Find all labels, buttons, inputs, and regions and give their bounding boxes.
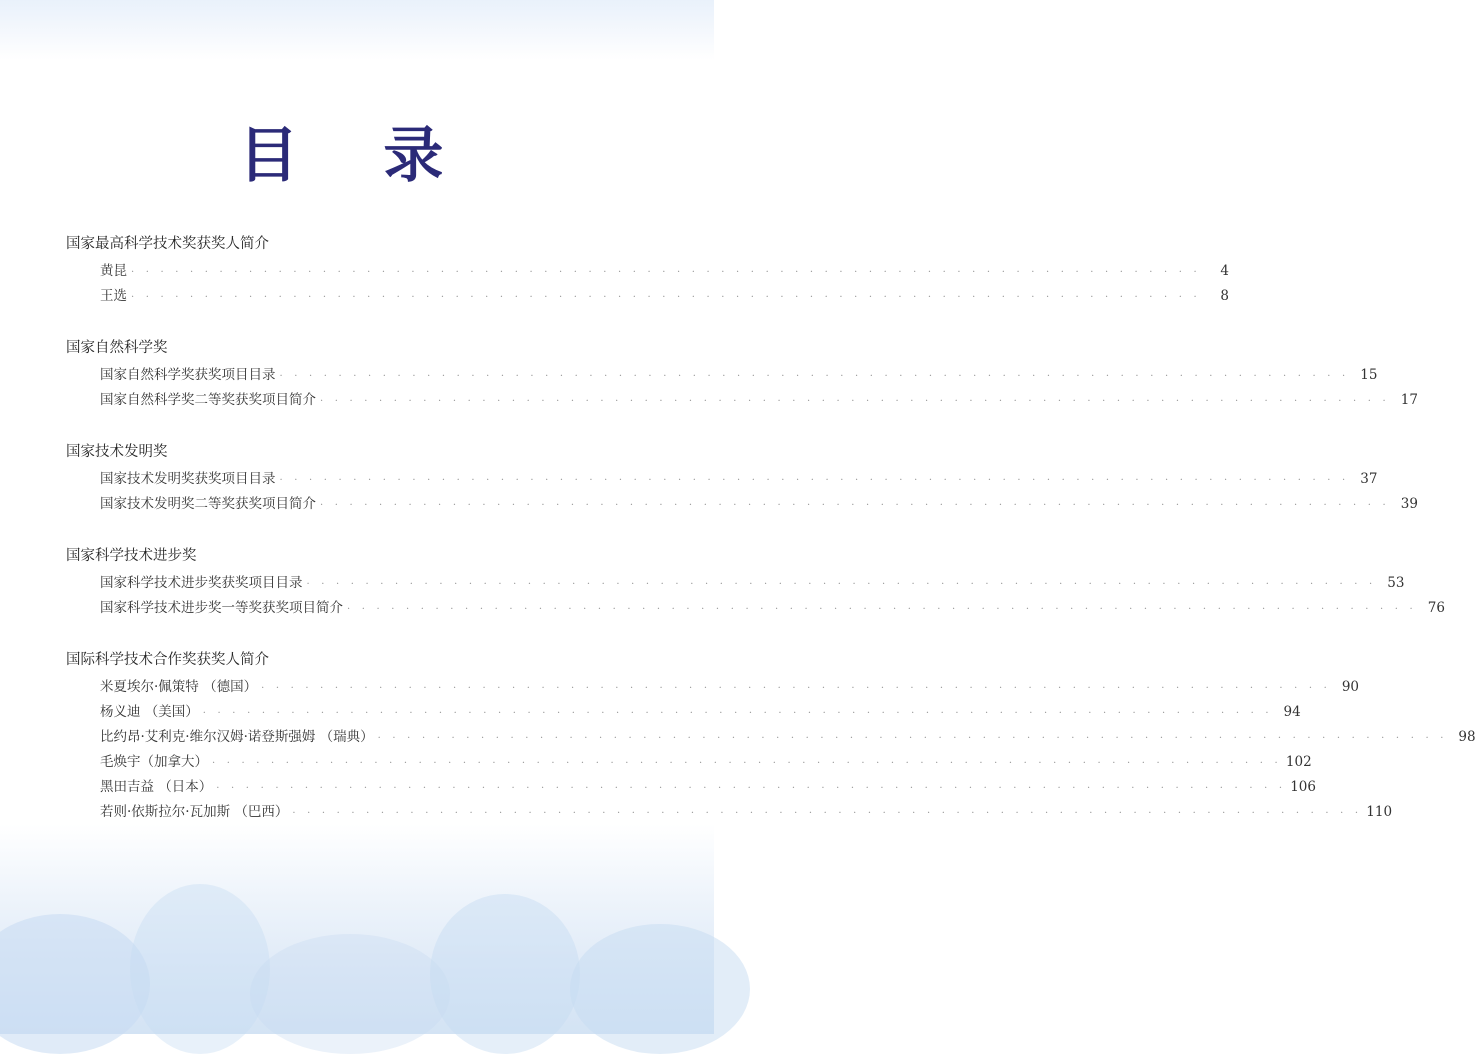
dot-leader: · · · · · · · · · · · · · · · · · · · · · · · · · · · · · · · · · · · · · · · · · · · · · · · · · · · · · · · · · · · · · · · · · · · · · · · · ·: [261, 683, 1332, 694]
entry-label: 黑田吉益 （日本）: [100, 779, 213, 795]
toc-section: [66, 441, 1418, 517]
entry-label: 杨义迪 （美国）: [100, 704, 199, 720]
page-number: 39: [1400, 496, 1418, 512]
toc-entry[interactable]: [66, 675, 1360, 700]
section-heading: 国家自然科学奖: [66, 340, 168, 356]
top-decorative-band: [0, 0, 714, 60]
toc-section: [66, 649, 1476, 825]
dot-leader: · · · · · · · · · · · · · · · · · · · · · · · · · · · · · · · · · · · · · · · · · · · · · · · · · · · · · · · · · · · · · · · · · · · · · · · · ·: [279, 475, 1350, 486]
page-number: 15: [1360, 367, 1378, 383]
page-number: 106: [1290, 779, 1316, 795]
dot-leader: · · · · · · · · · · · · · · · · · · · · · · · · · · · · · · · · · · · · · · · · · · · · · · · · · · · · · · · · · · · · · · · · · · · · · · · · ·: [212, 758, 1282, 769]
page-number: 4: [1220, 263, 1229, 279]
dot-leader: · · · · · · · · · · · · · · · · · · · · · · · · · · · · · · · · · · · · · · · · · · · · · · · · · · · · · · · · · · · · · · · · · · · · · · · · ·: [320, 396, 1390, 407]
decorative-shape: [0, 914, 150, 1054]
toc-entry[interactable]: [66, 492, 1418, 517]
entry-label: 国家自然科学奖获奖项目目录: [100, 367, 276, 383]
entry-label: 国家科学技术进步奖获奖项目目录: [100, 575, 303, 591]
toc-entry[interactable]: [66, 363, 1378, 388]
toc-section: [66, 233, 1229, 309]
entry-label: 国家自然科学奖二等奖获奖项目简介: [100, 392, 316, 408]
page-number: 76: [1427, 600, 1445, 616]
toc-entry[interactable]: [66, 284, 1229, 309]
section-heading: 国家最高科学技术奖获奖人简介: [66, 236, 269, 252]
entry-label: 国家技术发明奖二等奖获奖项目简介: [100, 496, 316, 512]
section-heading: 国家科学技术进步奖: [66, 548, 197, 564]
decorative-shape: [130, 884, 270, 1054]
page-title: 目 录: [238, 121, 476, 191]
decorative-shape: [250, 934, 450, 1054]
entry-label: 米夏埃尔·佩策特 （德国）: [100, 679, 258, 695]
toc-entry[interactable]: [66, 388, 1418, 413]
entry-label: 若则·依斯拉尔·瓦加斯 （巴西）: [100, 804, 289, 820]
page-number: 90: [1341, 679, 1360, 695]
toc-entry[interactable]: [66, 467, 1378, 492]
entry-label: 国家科学技术进步奖一等奖获奖项目简介: [100, 600, 343, 616]
dot-leader: · · · · · · · · · · · · · · · · · · · · · · · · · · · · · · · · · · · · · · · · · · · · · · · · · · · · · · · · · · · · · · · · · · · · · · · · ·: [306, 579, 1377, 590]
table-of-contents: [66, 233, 1476, 853]
dot-leader: · · · · · · · · · · · · · · · · · · · · · · · · · · · · · · · · · · · · · · · · · · · · · · · · · · · · · · · · · · · · · · · · · · · · · · · · ·: [292, 808, 1363, 819]
toc-section: [66, 545, 1445, 621]
page-number: 37: [1360, 471, 1378, 487]
page-number: 98: [1458, 729, 1476, 745]
section-heading: 国家技术发明奖: [66, 444, 168, 460]
entry-label: 国家技术发明奖获奖项目目录: [100, 471, 276, 487]
page-number: 53: [1387, 575, 1405, 591]
toc-entry[interactable]: [66, 259, 1229, 284]
toc-entry[interactable]: [66, 775, 1316, 800]
page-number: 102: [1285, 754, 1312, 770]
toc-section: [66, 337, 1418, 413]
dot-leader: · · · · · · · · · · · · · · · · · · · · · · · · · · · · · · · · · · · · · · · · · · · · · · · · · · · · · · · · · · · · · · · · · · · · · · · · ·: [216, 783, 1287, 794]
dot-leader: · · · · · · · · · · · · · · · · · · · · · · · · · · · · · · · · · · · · · · · · · · · · · · · · · · · · · · · · · · · · · · · · · · · · · · · · ·: [202, 708, 1273, 719]
entry-label: 王选: [100, 288, 127, 304]
dot-leader: · · · · · · · · · · · · · · · · · · · · · · · · · · · · · · · · · · · · · · · · · · · · · · · · · · · · · · · · · · · · · · · · · · · · · · · · ·: [320, 500, 1390, 511]
dot-leader: · · · · · · · · · · · · · · · · · · · · · · · · · · · · · · · · · · · · · · · · · · · · · · · · · · · · · · · · · · · · · · · · · · · · · · · · ·: [347, 604, 1417, 615]
toc-entry[interactable]: [66, 596, 1445, 621]
page-number: 8: [1220, 288, 1229, 304]
page-number: 94: [1283, 704, 1301, 720]
toc-entry[interactable]: [66, 571, 1405, 596]
dot-leader: · · · · · · · · · · · · · · · · · · · · · · · · · · · · · · · · · · · · · · · · · · · · · · · · · · · · · · · · · · · · · · · · · · · · · · · · ·: [131, 267, 1201, 278]
decorative-shape: [570, 924, 750, 1054]
bottom-decorative-band: [0, 824, 714, 1034]
page-number: 110: [1366, 804, 1393, 820]
dot-leader: · · · · · · · · · · · · · · · · · · · · · · · · · · · · · · · · · · · · · · · · · · · · · · · · · · · · · · · · · · · · · · · · · · · · · · · · ·: [131, 292, 1201, 303]
entry-label: 黄昆: [100, 263, 127, 279]
dot-leader: · · · · · · · · · · · · · · · · · · · · · · · · · · · · · · · · · · · · · · · · · · · · · · · · · · · · · · · · · · · · · · · · · · · · · · · · ·: [279, 371, 1350, 382]
toc-entry[interactable]: [66, 700, 1301, 725]
toc-entry[interactable]: [66, 750, 1312, 775]
decorative-shape: [430, 894, 580, 1054]
toc-entry[interactable]: [66, 725, 1476, 750]
section-heading: 国际科学技术合作奖获奖人简介: [66, 652, 269, 668]
entry-label: 毛焕宇（加拿大）: [100, 754, 208, 770]
page-number: 17: [1400, 392, 1418, 408]
dot-leader: · · · · · · · · · · · · · · · · · · · · · · · · · · · · · · · · · · · · · · · · · · · · · · · · · · · · · · · · · · · · · · · · · · · · · · · · ·: [377, 733, 1448, 744]
entry-label: 比约昂·艾利克·维尔汉姆·诺登斯强姆 （瑞典）: [100, 729, 374, 745]
toc-entry[interactable]: [66, 800, 1393, 825]
